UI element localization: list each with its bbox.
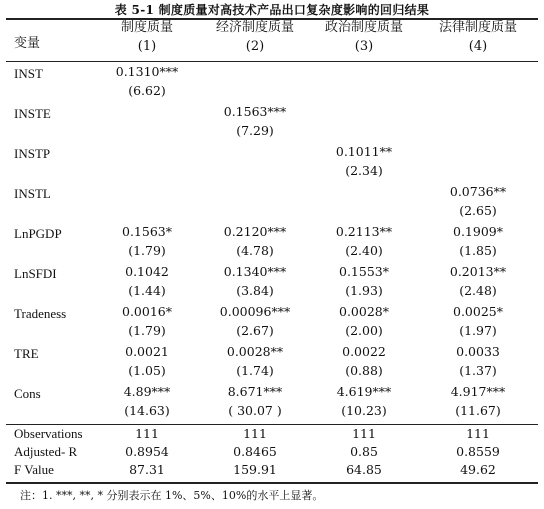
t-statistic-cell: (0.88) (345, 363, 383, 378)
t-statistic-cell: (1.44) (128, 283, 166, 298)
t-statistic-cell: (1.37) (459, 363, 497, 378)
t-statistic-cell: (1.85) (459, 243, 497, 258)
coefficient-cell: 0.1563* (122, 224, 172, 239)
t-statistic-cell: (2.67) (236, 323, 274, 338)
coefficient-cell: 0.00096*** (219, 304, 291, 319)
coefficient-cell: 0.1042 (125, 264, 169, 279)
t-statistic-cell: (14.63) (124, 403, 170, 418)
table-note: 注：1. ***, **, * 分别表示在 1%、5%、10%的水平上显著。 (20, 489, 324, 502)
coefficient-cell: 0.0033 (456, 344, 500, 359)
coefficient-cell: 0.0021 (125, 344, 169, 359)
row-label: LnPGDP (14, 226, 62, 241)
t-statistic-cell: (2.00) (345, 323, 383, 338)
coefficient-cell: 0.0022 (342, 344, 386, 359)
header-variable-label: 变量 (14, 35, 41, 50)
stat-value: 111 (352, 426, 376, 441)
header-column-number: (3) (354, 39, 374, 54)
header-column-name: 经济制度质量 (215, 20, 294, 35)
t-statistic-cell: (1.97) (459, 323, 497, 338)
t-statistic-cell: (1.05) (128, 363, 166, 378)
t-statistic-cell: (6.62) (128, 83, 166, 98)
coefficient-cell: 0.2120*** (223, 224, 287, 239)
coefficient-cell: 0.0028* (339, 304, 389, 319)
header-rule (6, 61, 538, 62)
t-statistic-cell: (1.79) (128, 323, 166, 338)
header-column-name: 制度质量 (120, 20, 173, 35)
stat-value: 111 (466, 426, 490, 441)
table-title: 表 5-1 制度质量对高技术产品出口复杂度影响的回归结果 (114, 3, 430, 17)
stat-value: 87.31 (129, 462, 165, 477)
t-statistic-cell: (2.65) (459, 203, 497, 218)
coefficient-cell: 0.0016* (122, 304, 172, 319)
stat-value: 0.85 (350, 444, 378, 459)
bottom-rule (6, 482, 538, 484)
t-statistic-cell: (1.74) (236, 363, 274, 378)
coefficient-cell: 4.619*** (336, 384, 392, 399)
stat-value: 0.8559 (456, 444, 500, 459)
row-label: LnSFDI (14, 266, 57, 281)
coefficient-cell: 4.917*** (450, 384, 506, 399)
header-column-name: 政治制度质量 (324, 20, 403, 35)
stat-value: 111 (135, 426, 159, 441)
coefficient-cell: 4.89*** (123, 384, 171, 399)
t-statistic-cell: (3.84) (236, 283, 274, 298)
coefficient-cell: 0.0736** (449, 184, 507, 199)
t-statistic-cell: (7.29) (236, 123, 274, 138)
coefficient-cell: 0.2113** (335, 224, 393, 239)
stat-label: F Value (14, 462, 54, 477)
stat-value: 0.8465 (233, 444, 277, 459)
stats-rule (6, 424, 538, 425)
row-label: INST (14, 66, 43, 81)
stat-value: 49.62 (460, 462, 496, 477)
stat-label: Adjusted- R (14, 444, 78, 459)
t-statistic-cell: (1.79) (128, 243, 166, 258)
t-statistic-cell: (2.40) (345, 243, 383, 258)
t-statistic-cell: (2.34) (345, 163, 383, 178)
stat-value: 0.8954 (125, 444, 169, 459)
coefficient-cell: 0.1310*** (115, 64, 179, 79)
row-label: TRE (14, 346, 39, 361)
coefficient-cell: 0.1909* (453, 224, 503, 239)
stat-value: 64.85 (346, 462, 382, 477)
coefficient-cell: 0.1011** (335, 144, 393, 159)
coefficient-cell: 0.1340*** (223, 264, 287, 279)
coefficient-cell: 0.1563*** (223, 104, 287, 119)
t-statistic-cell: ( 30.07 ) (228, 403, 282, 418)
header-column-number: (1) (137, 39, 157, 54)
coefficient-cell: 0.1553* (339, 264, 389, 279)
stat-label: Observations (14, 426, 83, 441)
header-column-name: 法律制度质量 (438, 20, 517, 35)
coefficient-cell: 0.2013** (449, 264, 507, 279)
row-label: INSTE (14, 106, 51, 121)
coefficient-cell: 0.0028** (226, 344, 284, 359)
stat-value: 111 (243, 426, 267, 441)
t-statistic-cell: (11.67) (455, 403, 501, 418)
row-label: INSTL (14, 186, 51, 201)
t-statistic-cell: (1.93) (345, 283, 383, 298)
stat-value: 159.91 (233, 462, 277, 477)
header-column-number: (2) (245, 39, 265, 54)
row-label: INSTP (14, 146, 51, 161)
t-statistic-cell: (10.23) (341, 403, 387, 418)
row-label: Cons (14, 386, 41, 401)
row-label: Tradeness (14, 306, 67, 321)
t-statistic-cell: (4.78) (236, 243, 274, 258)
coefficient-cell: 0.0025* (453, 304, 503, 319)
header-column-number: (4) (468, 39, 488, 54)
coefficient-cell: 8.671*** (227, 384, 283, 399)
t-statistic-cell: (2.48) (459, 283, 497, 298)
